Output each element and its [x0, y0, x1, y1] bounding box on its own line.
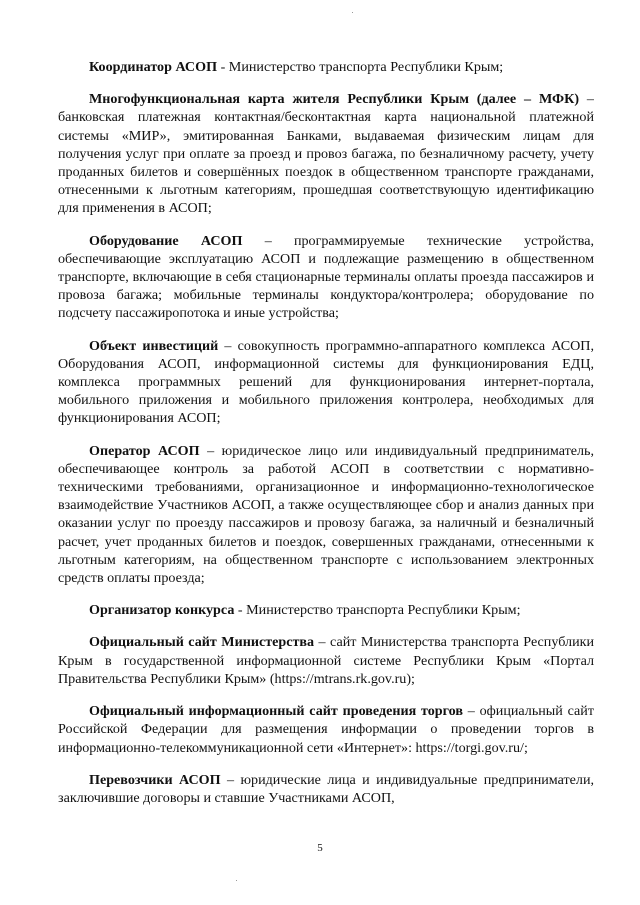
- definition-text: – официальный сайт Российской Федерации для размещения информации о проведении торгов в информационно-телекоммуникационной сети «Интернет»: https://torgi.gov.ru/;: [58, 703, 594, 756]
- definition-mfk: [58, 90, 594, 217]
- definition-term: Официальный сайт Министерства: [89, 634, 315, 651]
- definition-term: Оператор АСОП: [89, 442, 200, 459]
- definition-text: - Министерство транспорта Республики Крым;: [217, 59, 504, 75]
- scan-speck: [352, 12, 353, 13]
- definition-contest-organizer: [58, 601, 594, 619]
- definition-term: Многофункциональная карта жителя Республики Крым (далее – МФК): [89, 91, 580, 108]
- definition-term: Организатор конкурса: [89, 602, 235, 619]
- definition-operator: [58, 442, 594, 588]
- definition-coordinator: [58, 58, 594, 76]
- definition-text: – банковская платежная контактная/бесконтактная карта национальной платежной системы «МИР», эмитированная Банками, выдаваемая физическим лицам для получения услуг при оплате за проезд и провоз багажа, по безналичному расчету, учету проданных билетов и совершённых поездок в общественном транспорте гражданами, отнесенными к льготным категориям, прошедшая соответствующую идентификацию для применения в АСОП;: [58, 91, 594, 217]
- scan-speck: [236, 880, 237, 881]
- definition-term: Оборудование АСОП: [89, 232, 243, 249]
- page-number: 5: [317, 842, 323, 854]
- definition-equipment: [58, 232, 594, 323]
- definition-ministry-site: [58, 633, 594, 688]
- definition-term: Объект инвестиций: [89, 337, 219, 354]
- definitions-list: [58, 58, 594, 821]
- definition-torgi-site: [58, 702, 594, 757]
- definition-text: – юридические лица и индивидуальные предприниматели, заключившие договоры и ставшие Участниками АСОП,: [58, 771, 595, 806]
- definition-term: Координатор АСОП: [89, 59, 218, 75]
- definition-text: – совокупность программно-аппаратного комплекса АСОП, Оборудования АСОП, информационной системы для функционирования ЕДЦ, комплекса программных решений для функционирования интернет-портала, мобильного приложения и мобильного приложения контролера, необходимых для функционирования АСОП;: [58, 337, 594, 427]
- definition-text: – юридическое лицо или индивидуальный предприниматель, обеспечивающее контроль за работой АСОП в соответствии с нормативно-техническими требованиями, организационное и информационно-технологическое взаимодействие Участников АСОП, а также осуществляющее сбор и анализ данных при оказании услуг по проезду пассажиров и провозу багажа, за наличный и безналичный расчет, учет проданных билетов и поездок, совершенных гражданами, отнесенными к льготным категориям, на общественном транспорте с использованием электронных средств оплаты проезда;: [58, 442, 595, 587]
- definition-text: - Министерство транспорта Республики Крым;: [234, 602, 521, 619]
- definition-term: Официальный информационный сайт проведения торгов: [89, 703, 463, 720]
- definition-text: – сайт Министерства транспорта Республики Крым в государственной информационной системе Республики Крым «Портал Правительства Республики Крым» (https://mtrans.rk.gov.ru);: [58, 634, 594, 687]
- definition-text: – программируемые технические устройства, обеспечивающие эксплуатацию АСОП и подлежащие размещению в общественном транспорте, включающие в себя стационарные терминалы оплаты проезда пассажиров и провоза багажа; мобильные терминалы кондуктора/контролера; оборудование по подсчету пассажиропотока и иные устройства;: [58, 232, 595, 322]
- definition-investment-object: [58, 337, 594, 428]
- definition-carriers: [58, 771, 594, 807]
- definition-term: Перевозчики АСОП: [89, 771, 221, 788]
